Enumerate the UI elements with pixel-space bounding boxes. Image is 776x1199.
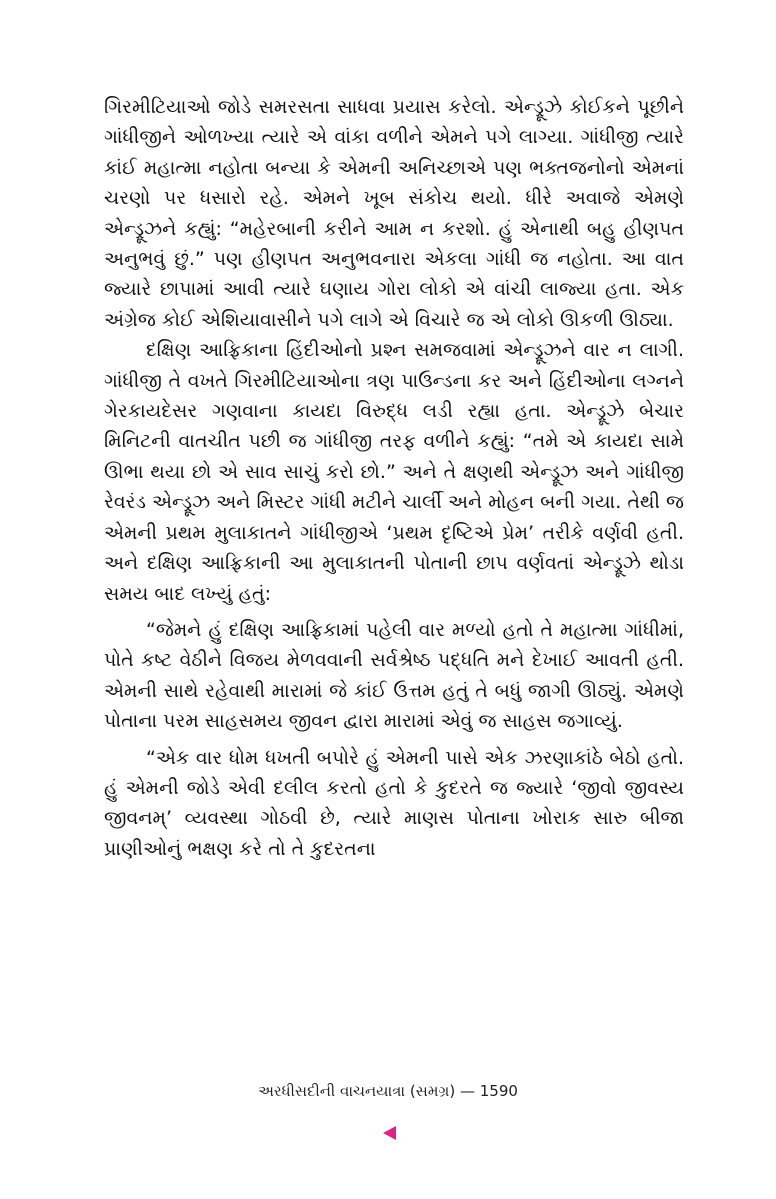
page-footer: અરધીસદીની વાચનયાત્રા (સમગ્ર) — 1590 — [258, 1082, 518, 1100]
page-body — [104, 92, 684, 864]
paragraph-south-africa: દક્ષિણ આફ્રિકાના હિંદીઓનો પ્રશ્ન સમજવામાં એન્ડ્રૂઝને વાર ન લાગી. ગાંધીજી તે વખતે ગિરમીટિયાઓના ત્રણ પાઉન્ડના કર અને હિંદીઓના લગ્નને ગેરકાયદેસર ગણવાના કાયદા વિરુદ્ધ લડી રહ્યા હતા. એન્ડ્રૂઝે બેચાર મિનિટની વાતચીત પછી જ ગાંધીજી તરફ વળીને કહ્યું: “તમે એ કાયદા સામે ઊભા થયા છો એ સાવ સાચું કરો છો.” અને તે ક્ષણથી એન્ડ્રૂઝ અને ગાંધીજી રેવરંડ એન્ડ્રૂઝ અને મિસ્ટર ગાંધી મટીને ચાર્લી અને મોહન બની ગયા. તેથી જ એમની પ્રથમ મુલાકાતને ગાંધીજીએ ‘પ્રથમ દૃષ્ટિએ પ્રેમ’ તરીકે વર્ણવી હતી. અને દક્ષિણ આફ્રિકાની આ મુલાકાતની પોતાની છાપ વર્ણવતાં એન્ડ્રૂઝે થોડા સમય બાદ લખ્યું હતું: — [104, 339, 684, 605]
paragraph-quote-afternoon: “એક વાર ધોમ ધખતી બપોરે હું એમની પાસે એક ઝરણાકાંઠે બેઠો હતો. હું એમની જોડે એવી દલીલ કરતો હતો કે કુદરતે જ જ્યારે ‘જીવો જીવસ્ય જીવનમ્’ વ્યવસ્થા ગોઠવી છે, ત્યારે માણસ પોતાના ખોરાક સારુ બીજા પ્રાણીઓનું ભક્ષણ કરે તો તે કુદરતના — [104, 746, 684, 860]
paragraph-continuation: ગિરમીટિયાઓ જોડે સમરસતા સાધવા પ્રયાસ કરેલો. એન્ડ્રૂઝે કોઈકને પૂછીને ગાંધીજીને ઓળખ્યા ત્યારે એ વાંકા વળીને એમને પગે લાગ્યા. ગાંધીજી ત્યારે કાંઈ મહાત્મા નહોતા બન્યા કે એમની અનિચ્છાએ પણ ભક્તજનોનો એમનાં ચરણો પર ધસારો રહે. એમને ખૂબ સંકોચ થયો. ધીરે અવાજે એમણે એન્ડ્રૂઝને કહ્યું: “મહેરબાની કરીને આમ ન કરશો. હું એનાથી બહુ હીણપત અનુભવું છું.” પણ હીણપત અનુભવનારા એકલા ગાંધી જ નહોતા. આ વાત જ્યારે છાપામાં આવી ત્યારે ઘણાય ગોરા લોકો એ વાંચી લાજ્યા હતા. એક અંગ્રેજ કોઈ એશિયાવાસીને પગે લાગે એ વિચારે જ એ લોકો ઊકળી ઊઠ્યા. — [104, 96, 684, 331]
previous-page-arrow-icon[interactable] — [383, 1126, 396, 1140]
paragraph-quote-first-meeting: “જેમને હું દક્ષિણ આફ્રિકામાં પહેલી વાર મળ્યો હતો તે મહાત્મા ગાંધીમાં, પોતે કષ્ટ વેઠીને વિજય મેળવવાની સર્વશ્રેષ્ઠ પદ્ધતિ મને દેખાઈ આવતી હતી. એમની સાથે રહેવાથી મારામાં જે કાંઈ ઉત્તમ હતું તે બધું જાગી ઊઠ્યું. એમણે પોતાના પરમ સાહસમય જીવન દ્વારા મારામાં એવું જ સાહસ જગાવ્યું. — [104, 618, 684, 733]
